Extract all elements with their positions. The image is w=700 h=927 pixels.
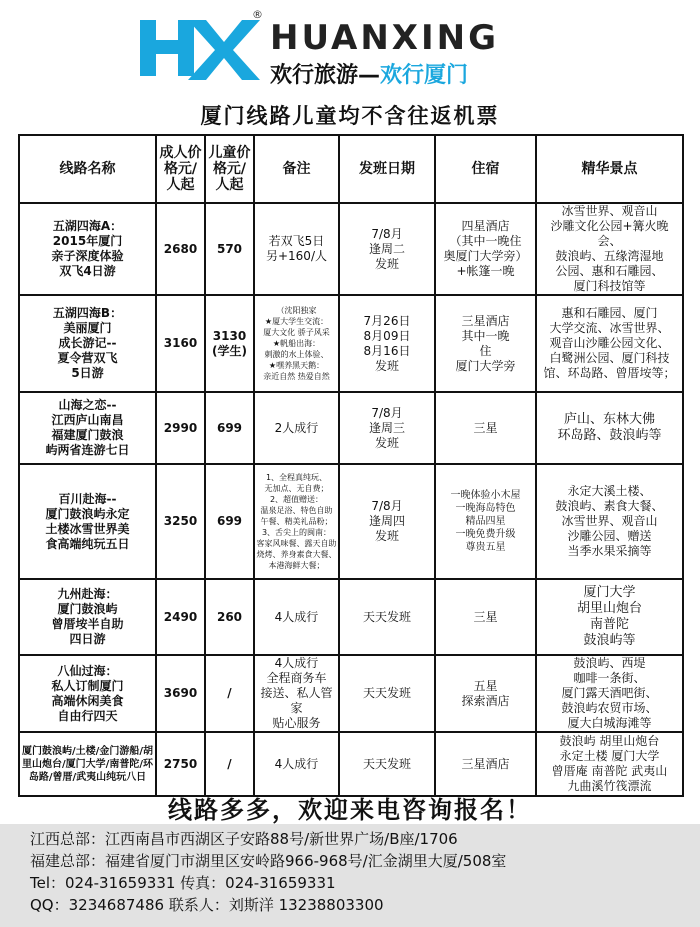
hotel: 三星: [435, 579, 536, 655]
route-name: 百川赴海-- 厦门鼓浪屿永定 土楼冰雪世界美 食高端纯玩五日: [19, 464, 156, 579]
route-note: （沈阳独家 ★厦大学生交流： 厦大文化 骄子风采 ★帆船出海： 刺激的水上体验、 ★嘿养黑天鹅： 亲近自然 热爱自然: [254, 295, 339, 392]
route-name: 九州赴海： 厦门鼓浪屿 曾厝垵半自助 四日游: [19, 579, 156, 655]
col-header-name: 线路名称: [19, 135, 156, 203]
col-header-note: 备注: [254, 135, 339, 203]
table-header-row: [19, 135, 683, 203]
child-price: 699: [205, 392, 254, 464]
child-price: 699: [205, 464, 254, 579]
highlight-spots: 惠和石雕园、厦门 大学交流、冰雪世界、 观音山沙雕公园文化、 白鹭洲公园、厦门科技 馆、环岛路、曾厝垵等；: [536, 295, 683, 392]
page-title: 厦门线路儿童均不含往返机票: [200, 104, 500, 128]
brand-cn-main: 欢行旅游: [270, 63, 359, 88]
highlight-spots: 冰雪世界、观音山 沙雕文化公园+篝火晚会、 鼓浪屿、五缘湾湿地 公园、惠和石雕园、 厦门科技馆等: [536, 203, 683, 295]
highlight-spots: 鼓浪屿 胡里山炮台 永定土楼 厦门大学 曾厝庵 南普陀 武夷山 九曲溪竹筏漂流: [536, 732, 683, 796]
schedule: 7/8月 逢周二 发班: [339, 203, 435, 295]
schedule: 天天发班: [339, 579, 435, 655]
schedule: 7月26日 8月09日 8月16日 发班: [339, 295, 435, 392]
route-name: 五湖四海A： 2015年厦门 亲子深度体验 双飞4日游: [19, 203, 156, 295]
route-name: 山海之恋-- 江西庐山南昌 福建厦门鼓浪 屿两省连游七日: [19, 392, 156, 464]
route-note: 1、全程真纯玩、 无加点、无自费； 2、超值赠送： 温泉足浴、特色自助 午餐、精美礼品粉； 3、舌尖上的闽南： 客家风味餐、露天自助 烧烤、养身素食大餐、 本港海鲜大餐；: [254, 464, 339, 579]
routes-table: [18, 134, 684, 797]
table-row: [19, 732, 683, 796]
highlight-spots: 庐山、东林大佛 环岛路、鼓浪屿等: [536, 392, 683, 464]
route-note: 4人成行: [254, 579, 339, 655]
schedule: 7/8月 逢周四 发班: [339, 464, 435, 579]
adult-price: 3160: [156, 295, 205, 392]
qq-contact: QQ：3234687486 联系人：刘斯洋 13238803300: [30, 896, 384, 914]
route-name: 八仙过海： 私人订制厦门 高端休闲美食 自由行四天: [19, 655, 156, 732]
schedule: 天天发班: [339, 655, 435, 732]
adult-price: 3690: [156, 655, 205, 732]
hotel: 五星 探索酒店: [435, 655, 536, 732]
hotel: 三星: [435, 392, 536, 464]
adult-price: 3250: [156, 464, 205, 579]
table-row: [19, 295, 683, 392]
hotel: 一晚体验小木屋 一晚海岛特色 精品四星 一晚免费升级 尊贵五星: [435, 464, 536, 579]
header: [0, 0, 700, 92]
child-price: /: [205, 732, 254, 796]
brand-name-en: HUANXING: [270, 18, 500, 58]
hx-logo-icon: [140, 8, 262, 84]
hotel: 三星酒店 其中一晚 住 厦门大学旁: [435, 295, 536, 392]
route-name: 五湖四海B： 美丽厦门 成长游记-- 夏令营双飞 5日游: [19, 295, 156, 392]
table-row: [19, 203, 683, 295]
child-price: /: [205, 655, 254, 732]
col-header-hotel: 住宿: [435, 135, 536, 203]
route-name: 厦门鼓浪屿/土楼/金门游船/胡 里山炮台/厦门大学/南普陀/环 岛路/曾厝/武夷山纯玩八日: [19, 732, 156, 796]
jiangxi-address: 江西总部：江西南昌市西湖区子安路88号/新世界广场/B座/1706: [30, 830, 458, 848]
adult-price: 2750: [156, 732, 205, 796]
footer-contact: [0, 824, 700, 927]
registered-mark: ®: [252, 8, 263, 21]
highlight-spots: 厦门大学 胡里山炮台 南普陀 鼓浪屿等: [536, 579, 683, 655]
hotel: 四星酒店 （其中一晚住 奥厦门大学旁） +帐篷一晚: [435, 203, 536, 295]
route-note: 4人成行: [254, 732, 339, 796]
fujian-address: 福建总部：福建省厦门市湖里区安岭路966-968号/汇金湖里大厦/508室: [30, 852, 507, 870]
col-header-adult-price: 成人价 格元/ 人起: [156, 135, 205, 203]
brand-name-cn: [270, 58, 468, 89]
route-note: 4人成行 全程商务车 接送、私人管家 贴心服务: [254, 655, 339, 732]
adult-price: 2990: [156, 392, 205, 464]
brand-cn-sep: —: [358, 63, 381, 88]
route-note: 2人成行: [254, 392, 339, 464]
child-price: 3130 (学生): [205, 295, 254, 392]
highlight-spots: 永定大溪土楼、 鼓浪屿、素食大餐、 冰雪世界、观音山 沙雕公园、赠送 当季水果采摘等: [536, 464, 683, 579]
table-row: [19, 392, 683, 464]
table-row: [19, 655, 683, 732]
highlight-spots: 鼓浪屿、西堤 咖啡一条街、 厦门露天酒吧街、 鼓浪屿农贸市场、 厦大白城海滩等: [536, 655, 683, 732]
schedule: 天天发班: [339, 732, 435, 796]
table-row: [19, 464, 683, 579]
col-header-spots: 精华景点: [536, 135, 683, 203]
child-price: 570: [205, 203, 254, 295]
table-row: [19, 579, 683, 655]
slogan: 线路多多，欢迎来电咨询报名！: [168, 796, 532, 824]
col-header-child-price: 儿童价 格元/ 人起: [205, 135, 254, 203]
col-header-schedule: 发班日期: [339, 135, 435, 203]
route-note: 若双飞5日 另+160/人: [254, 203, 339, 295]
adult-price: 2490: [156, 579, 205, 655]
tel-fax: Tel：024-31659331 传真：024-31659331: [30, 874, 336, 892]
hotel: 三星酒店: [435, 732, 536, 796]
adult-price: 2680: [156, 203, 205, 295]
schedule: 7/8月 逢周三 发班: [339, 392, 435, 464]
brand-cn-sub: 欢行厦门: [380, 63, 469, 88]
child-price: 260: [205, 579, 254, 655]
